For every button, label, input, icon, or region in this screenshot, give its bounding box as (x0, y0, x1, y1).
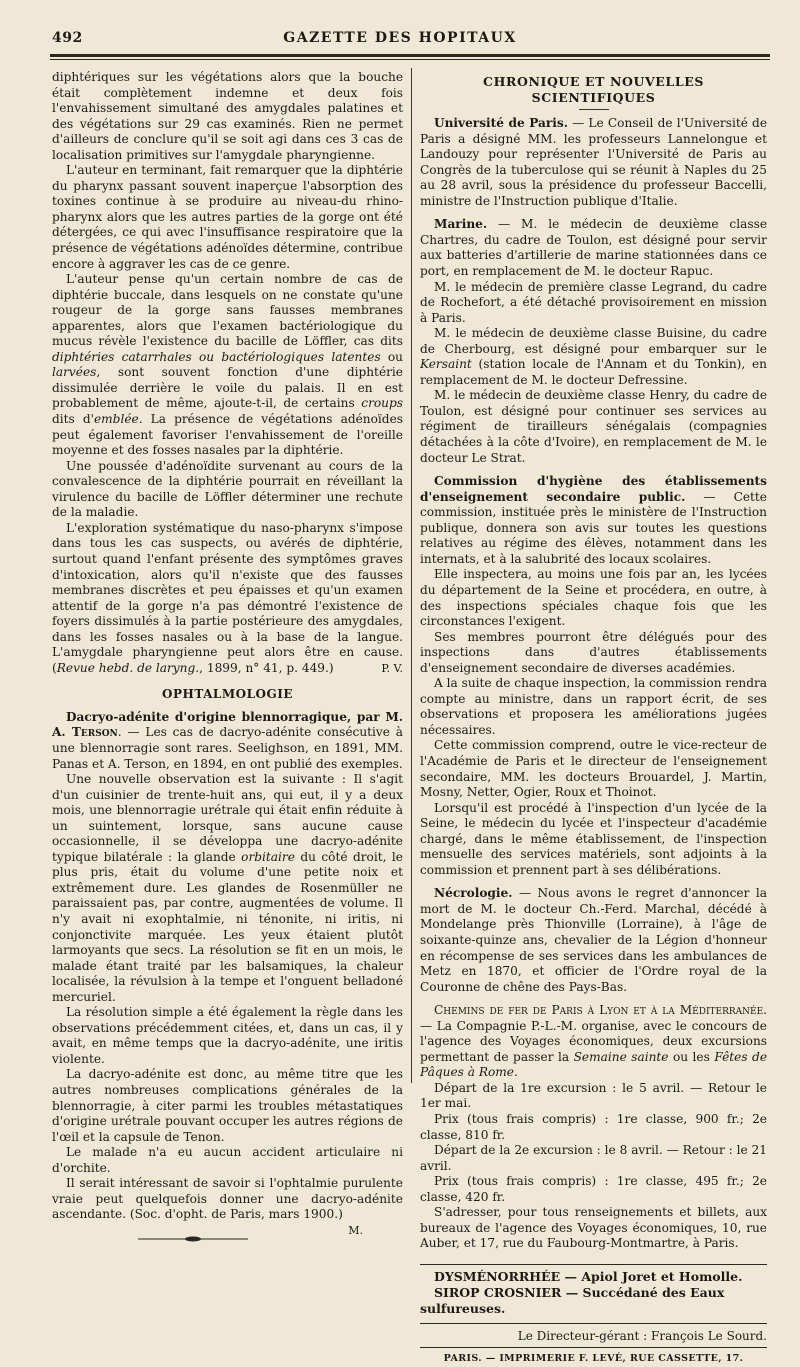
journal-title: GAZETTE DES HOPITAUX (283, 30, 517, 46)
author-initials: P. V. (381, 661, 403, 675)
paragraph: Ses membres pourront être délégués pour des inspections dans d'autres établissements d'enseignement secondaire de diverses académies. (420, 629, 767, 675)
column-separator (411, 68, 412, 1083)
paragraph: Il serait intéressant de savoir si l'ophtalmie purulente vraie peut quelquefois donner une dacryo-adénite ascendante. (Soc. d'opht. de Paris, mars 1900.) M. (52, 1176, 403, 1237)
paragraph: Départ de la 1re excursion : le 5 avril. — Retour le 1er mai. (420, 1080, 767, 1111)
paragraph: M. le médecin de deuxième classe Henry, du cadre de Toulon, est désigné pour continuer ses services au régiment de tirailleurs sénégalais (compagnies détachées à la côte d'Ivoire), en remplacement de M. le docteur Le Strat. (420, 388, 767, 465)
paragraph: La résolution simple a été également la règle dans les observations précédemment citées, et, dans un cas, il y avait, en même temps que la dacryo-adénite, une iritis violente. (52, 1005, 403, 1066)
paragraph: La dacryo-adénite est donc, au même titre que les autres nombreuses complications générales de la blennorragie, à citer parmi les troubles métastatiques d'origine urétrale pouvant occuper les autres régions de l'œil et la capsule de Tenon. (52, 1067, 403, 1144)
paragraph: Une nouvelle observation est la suivante : Il s'agit d'un cuisinier de trente-huit ans, qui eut, il y a deux mois, une blennorragie urétrale qui était enfin réduite à un suintement, lorsque, sans aucune cause occasionnelle, il se développa une dacryo-adénite typique bilatérale : la glande orbitaire du côté droit, le plus pris, était du volume d'une petite noix et extrêmement dure. Les glandes de Rosenmüller ne paraissaient pas, par contre, augmentées de volume. Il n'y avait ni exophtalmie, ni ténonite, ni iritis, ni conjonctivite marquée. Les yeux étaient plutôt larmoyants que secs. La résolution se fit en un mois, le malade étant traité par les balsamiques, la chaleur localisée, la révulsion à la tempe et l'onguent belladoné mercuriel. (52, 772, 403, 1004)
ornament-icon (138, 1235, 248, 1243)
advertisement: SIROP CROSNIER — Succédané des Eaux sulfureuses. (420, 1284, 725, 1316)
advertisement: DYSMÉNORRHÉE — Apiol Joret et Homolle. (434, 1268, 743, 1284)
paragraph: Cette commission comprend, outre le vice-recteur de l'Académie de Paris et le directeur de l'enseignement secondaire, MM. les docteurs Brouardel, J. Martin, Mosny, Netter, Ogier, Roux et Thoinot. (420, 738, 767, 800)
news-item: Marine. — M. le médecin de deuxième classe Chartres, du cadre de Toulon, est désigné pour servir aux batteries d'artillerie de marine stationnées dans ce port, en remplacement de M. le docteur Rapuc. (420, 217, 767, 279)
ad-rule (420, 1264, 767, 1265)
paragraph: Lorsqu'il est procédé à l'inspection d'un lycée de la Seine, le médecin du lycée et l'inspecteur d'académie chargé, dans le même établissement, de l'inspection mensuelle des services matériels, sont adjoints à la commission et prennent part à ses délibérations. (420, 800, 767, 877)
news-item: Université de Paris. — Le Conseil de l'Université de Paris a désigné MM. les professeurs Lannelongue et Landouzy pour représenter l'Université de Paris au Congrès de la tuberculose qui se réunit à Naples du 25 au 28 avril, sous la présidence du professeur Baccelli, ministre de l'Instruction publique d'Italie. (420, 116, 767, 208)
paragraph: Prix (tous frais compris) : 1re classe, 900 fr.; 2e classe, 810 fr. (420, 1112, 767, 1142)
article-lead: Dacryo-adénite d'origine blennorragique, par M. A. Terson. — Les cas de dacryo-adénite consécutive à une blennorragie sont rares. Seelighson, en 1891, MM. Panas et A. Terson, en 1894, en ont publié des exemples. (52, 709, 403, 771)
left-column (52, 70, 403, 1248)
header-rule-thin (50, 59, 770, 60)
header-rule-thick (50, 54, 770, 57)
paragraph: L'auteur en terminant, fait remarquer que la diphtérie du pharynx passant souvent inaperçue l'absorption des toxines continue à se produire au niveau-du rhino-pharynx alors que les autres parties de la gorge ont été détergées, ce qui avec l'insuffisance respiratoire que la présence de végétations adénoïdes détermine, contribue encore à aggraver les cas de ce genre. (52, 163, 403, 271)
title-rule (579, 109, 609, 110)
paragraph: diphtériques sur les végétations alors que la bouche était complètement indemne et deux fois l'envahissement simultané des amygdales palatines et des végétations sur 29 cas examinés. Rien ne permet d'ailleurs de conclure qu'il se soit agi dans ces 3 cas de localisation primitives sur l'amygdale pharyngienne. (52, 70, 403, 162)
chronicle-title: CHRONIQUE ET NOUVELLES SCIENTIFIQUES (483, 74, 704, 105)
paragraph: Prix (tous frais compris) : 1re classe, 495 fr.; 2e classe, 420 fr. (420, 1174, 767, 1204)
ad-rule (420, 1347, 767, 1348)
director-line: Le Directeur-gérant : François Le Sourd. (517, 1328, 767, 1343)
right-column (420, 70, 767, 1367)
paragraph: Le malade n'a eu aucun accident articulaire ni d'orchite. (52, 1145, 403, 1175)
paragraph: Elle inspectera, au moins une fois par an, les lycées du département de la Seine et procédera, en outre, à des inspections spéciales chaque fois que les circonstances l'exigent. (420, 567, 767, 629)
author-initials: M. (348, 1223, 363, 1237)
news-item: Chemins de fer de Paris à Lyon et à la Méditerranée. — La Compagnie P.-L.-M. organise, avec le concours de l'agence des Voyages économiques, deux excursions permettant de passer la Semaine sainte ou les Fêtes de Pâques à Rome. (420, 1003, 767, 1080)
paragraph: L'exploration systématique du naso-pharynx s'impose dans tous les cas suspects, ou avérés de diphtérie, surtout quand l'enfant présente des symptômes graves d'intoxication, alors qu'il n'existe que des fausses membranes discrètes et peu épaisses et qu'un examen attentif de la gorge n'a pas démontré l'existence de foyers dissimulés à la partie postérieure des amygdales, dans les fosses nasales ou à la base de la langue. L'amygdale pharyngienne peut alors être en cause. (Revue hebd. de laryng., 1899, n° 41, p. 449.) P. V. (52, 520, 403, 675)
page-number: 492 (52, 30, 83, 46)
paragraph: S'adresser, pour tous renseignements et billets, aux bureaux de l'agence des Voyages économiques, 10, rue Auber, et 17, rue du Faubourg-Montmartre, à Paris. (420, 1205, 767, 1251)
news-item: Nécrologie. — Nous avons le regret d'annoncer la mort de M. le docteur Ch.-Ferd. Marchal, décédé à Mondelange près Thionville (Lorraine), à l'âge de soixante-quinze ans, chevalier de la Légion d'honneur en récompense de ses services dans les ambulances de Metz en 1870, et officier de l'Ordre royal de la Couronne de chêne des Pays-Bas. (420, 886, 767, 994)
paragraph: M. le médecin de première classe Legrand, du cadre de Rochefort, a été détaché provisoirement en mission à Paris. (420, 279, 767, 325)
paragraph: M. le médecin de deuxième classe Buisine, du cadre de Cherbourg, est désigné pour embarquer sur le Kersaint (station locale de l'Annam et du Tonkin), en remplacement de M. le docteur Defressine. (420, 326, 767, 387)
paragraph: A la suite de chaque inspection, la commission rendra compte au ministre, dans un rapport écrit, de ses observations et proposera les améliorations jugées nécessaires. (420, 676, 768, 737)
printer-line: PARIS. — IMPRIMERIE F. LEVÉ, RUE CASSETTE, 17. (443, 1352, 744, 1364)
ad-rule (420, 1323, 767, 1324)
advertisements (420, 1264, 767, 1367)
section-title: OPHTALMOLOGIE (162, 687, 293, 702)
paragraph: Départ de la 2e excursion : le 8 avril. — Retour : le 21 avril. (420, 1143, 767, 1173)
news-item: Commission d'hygiène des établissements d'enseignement secondaire public. — Cette commission, instituée près le ministère de l'Instruction publique, donnera son avis sur toutes les questions relatives au régime des élèves, notamment dans les internats, et à la salubrité des locaux scolaires. (420, 474, 767, 566)
paragraph: L'auteur pense qu'un certain nombre de cas de diphtérie buccale, dans lesquels on ne constate qu'une rougeur de la gorge sans fausses membranes apparentes, alors que l'examen bactériologique du mucus révèle l'existence du bacille de Löffler, cas dits diphtéries catarrhales ou bactériologiques latentes ou larvées, sont souvent fonction d'une diphtérie dissimulée derrière le voile du palais. Il en est probablement de même, ajoute-t-il, de certains croups dits d'emblée. La présence de végétations adénoïdes peut également favoriser l'envahissement de l'oreille moyenne et des fosses nasales par la diphtérie. (52, 272, 403, 458)
page-header (0, 0, 800, 62)
paragraph: Une poussée d'adénoïdite survenant au cours de la convalescence de la diphtérie pourrait en réveillant la virulence du bacille de Löffler déterminer une rechute de la maladie. (52, 458, 403, 520)
